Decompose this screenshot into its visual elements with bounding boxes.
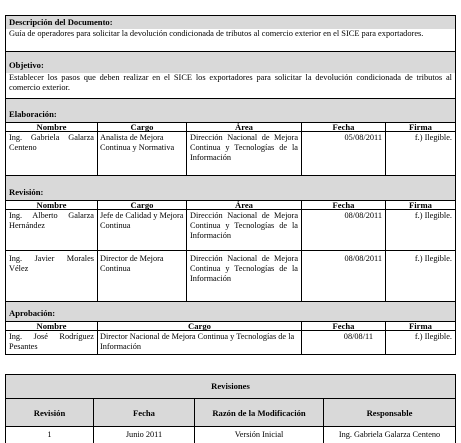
col-header-area: Área [235,200,253,210]
col-header-razon: Razón de la Modificación [212,408,306,418]
section-band-aprobacion [6,301,455,321]
col-header-nombre: Nombre [36,200,67,210]
cell-firma: f.) Ilegible. [414,133,452,142]
cell-fecha: 08/08/2011 [344,211,382,220]
objetivo-text: Establecer los pasos que deben realizar en el SICE los exportadores para solicitar la devolución condicionada de tributos al comercio exterior. [9,73,452,93]
section-band-elaboracion [6,98,455,122]
elaboracion-title: Elaboración: [9,109,57,119]
col-header-fecha: Fecha [332,200,355,210]
cell-nombre: Ing. José Rodríguez Pesantes [9,332,94,352]
cell-razon: Versión Inicial [234,430,284,439]
col-header-nombre: Nombre [36,122,67,132]
col-header-responsable: Responsable [366,408,413,418]
cell-fecha: 05/08/2011 [344,133,382,142]
cell-area: Dirección Nacional de Mejora Continua y Tecnologías de la Información [190,254,298,284]
cell-responsable: Ing. Gabriela Galarza Centeno [338,430,441,439]
cell-nombre: Ing. Javier Morales Vélez [9,254,94,274]
col-header-fecha: Fecha [332,321,355,331]
col-header-cargo: Cargo [188,321,211,331]
col-header-revision: Revisión [33,408,66,418]
section-band-objetivo [6,51,455,73]
col-header-cargo: Cargo [130,122,154,132]
col-header-firma: Firma [409,122,432,132]
section-band-revision [6,175,455,200]
descripcion-text: Guía de operadores para solicitar la devolución condicionada de tributos al comercio exterior en el SICE para exportadores. [9,29,424,38]
col-header-nombre: Nombre [36,321,67,331]
aprobacion-title: Aprobación: [9,308,56,318]
cell-fecha: 08/08/2011 [344,254,382,263]
cell-cargo: Analista de Mejora Continua y Normativa [100,133,175,153]
cell-firma: f.) Ilegible. [414,254,452,263]
col-header-area: Área [235,122,253,132]
cell-cargo: Jefe de Calidad y Mejora Continua [100,211,184,231]
col-header-fecha: Fecha [133,408,155,418]
cell-area: Dirección Nacional de Mejora Continua y Tecnologías de la Información [190,133,298,163]
cell-fecha: 08/08/11 [343,332,373,341]
cell-firma: f.) Ilegible. [414,211,452,220]
revision-title: Revisión: [9,187,44,197]
col-header-firma: Firma [409,200,432,210]
col-header-firma: Firma [409,321,432,331]
cell-nombre: Ing. Gabriela Galarza Centeno [9,133,94,153]
cell-cargo: Director Nacional de Mejora Continua y Tecnologías de la Información [100,332,295,352]
cell-cargo: Director de Mejora Continua [100,254,164,274]
objetivo-title: Objetivo: [9,60,44,70]
col-header-cargo: Cargo [130,200,154,210]
col-header-fecha: Fecha [332,122,355,132]
revisiones-title: Revisiones [211,381,250,391]
cell-fecha: Junio 2011 [125,430,163,439]
cell-area: Dirección Nacional de Mejora Continua y Tecnologías de la Información [190,211,298,241]
cell-nombre: Ing. Alberto Galarza Hernández [9,211,94,231]
cell-revision: 1 [47,430,52,439]
cell-firma: f.) Ilegible. [414,332,452,341]
descripcion-title: Descripción del Documento: [9,17,113,27]
